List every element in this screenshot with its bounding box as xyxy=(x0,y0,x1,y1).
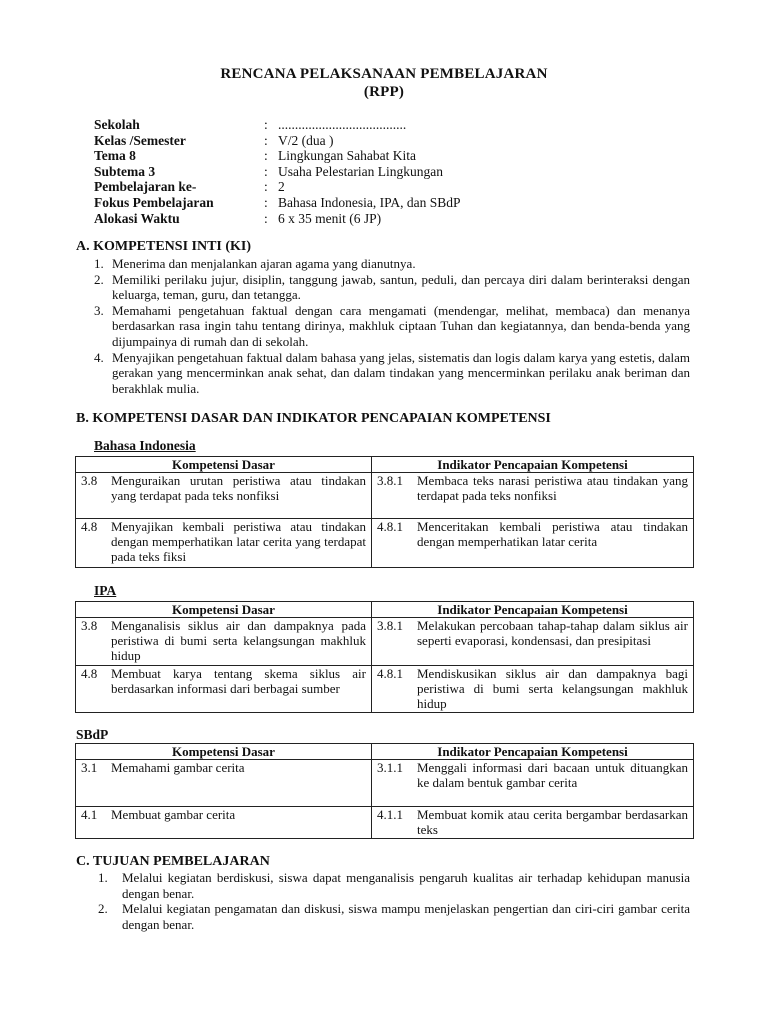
info-colon: : xyxy=(264,163,268,179)
list-item: 1. Menerima dan menjalankan ajaran agama yang dianutnya. xyxy=(94,256,416,271)
table-row: 4.1 Membuat gambar cerita 4.1.1 Membuat komik atau cerita bergambar berdasarkan teks xyxy=(76,807,694,839)
info-row-lesson xyxy=(94,179,461,195)
list-item: 2. Memiliki perilaku jujur, disiplin, tanggung jawab, santun, peduli, dan percaya diri dalam berinteraksi dengan keluarga, teman, guru, dan tetangga. xyxy=(94,271,690,303)
info-row-theme xyxy=(94,148,461,164)
competency-table-sbdp xyxy=(75,743,694,839)
table-row: 3.8 Menguraikan urutan peristiwa atau tindakan yang terdapat pada teks nonfiksi 3.8.1 Membaca teks narasi peristiwa atau tindakan yang terdapat pada teks nonfiksi xyxy=(76,473,694,519)
info-value: V/2 (dua ) xyxy=(278,132,334,148)
info-value: 6 x 35 menit (6 JP) xyxy=(278,210,382,226)
info-value: Bahasa Indonesia, IPA, dan SBdP xyxy=(278,194,461,210)
section-a-heading: A. KOMPETENSI INTI (KI) xyxy=(76,239,252,254)
info-label: Kelas /Semester xyxy=(94,132,186,148)
subject-title-bahasa: Bahasa Indonesia xyxy=(94,438,196,453)
info-colon: : xyxy=(264,132,268,148)
info-value: 2 xyxy=(278,179,285,195)
list-item: 1. Melalui kegiatan berdiskusi, siswa dapat menganalisis pengaruh kualitas air terhadap kehidupan manusia dengan benar. xyxy=(98,870,690,901)
learning-objectives-list xyxy=(98,870,690,932)
column-header-kd: Kompetensi Dasar xyxy=(76,602,372,618)
info-colon: : xyxy=(264,210,268,226)
info-label: Pembelajaran ke- xyxy=(94,179,197,195)
table-row: 4.8 Menyajikan kembali peristiwa atau tindakan dengan memperhatikan latar cerita yang terdapat pada teks fiksi 4.8.1 Menceritakan kembali peristiwa atau tindakan dengan memperhatikan latar cerita xyxy=(76,519,694,568)
column-header-ipk: Indikator Pencapaian Kompetensi xyxy=(372,744,694,760)
info-colon: : xyxy=(264,148,268,164)
info-label: Alokasi Waktu xyxy=(94,210,180,226)
subject-title-ipa: IPA xyxy=(94,583,117,598)
identity-block xyxy=(94,117,461,226)
list-item: 2. Melalui kegiatan pengamatan dan diskusi, siswa mampu menjelaskan pengertian dan ciri-ciri gambar cerita dengan benar. xyxy=(98,901,690,932)
info-value: ...................................... xyxy=(278,117,407,132)
section-b-heading: B. KOMPETENSI DASAR DAN INDIKATOR PENCAPAIAN KOMPETENSI xyxy=(76,411,551,426)
info-row-class xyxy=(94,133,461,149)
info-value: Usaha Pelestarian Lingkungan xyxy=(278,163,443,179)
info-row-time xyxy=(94,211,461,227)
info-row-focus xyxy=(94,195,461,211)
section-c-heading: C. TUJUAN PEMBELAJARAN xyxy=(76,854,270,869)
competency-table-ipa xyxy=(75,601,694,713)
subject-title-sbdp: SBdP xyxy=(76,727,109,742)
info-colon: : xyxy=(264,117,268,132)
table-row: 3.1 Memahami gambar cerita 3.1.1 Menggali informasi dari bacaan untuk dituangkan ke dalam bentuk gambar cerita xyxy=(76,760,694,807)
info-label: Fokus Pembelajaran xyxy=(94,194,214,210)
info-label: Sekolah xyxy=(94,117,140,132)
info-label: Tema 8 xyxy=(94,148,136,164)
document-title: RENCANA PELAKSANAAN PEMBELAJARAN xyxy=(220,66,548,82)
competency-table-bahasa xyxy=(75,456,694,568)
column-header-kd: Kompetensi Dasar xyxy=(76,744,372,760)
list-item: 4. Menyajikan pengetahuan faktual dalam bahasa yang jelas, sistematis dan logis dalam karya yang estetis, dalam gerakan yang mencerminkan anak sehat, dan dalam tindakan yang mencerminkan perilaku anak beriman dan berakhlak mulia. xyxy=(94,349,690,396)
core-competency-list xyxy=(94,256,690,396)
info-colon: : xyxy=(264,179,268,195)
document-subtitle: (RPP) xyxy=(363,84,405,100)
table-row: 4.8 Membuat karya tentang skema siklus air berdasarkan informasi dari berbagai sumber 4.8.1 Mendiskusikan siklus air dan dampaknya bagi peristiwa di bumi serta kelangsungan makhluk hidup xyxy=(76,666,694,713)
info-label: Subtema 3 xyxy=(94,163,156,179)
info-row-school xyxy=(94,117,461,133)
info-row-subtheme xyxy=(94,164,461,180)
info-value: Lingkungan Sahabat Kita xyxy=(278,148,416,164)
column-header-kd: Kompetensi Dasar xyxy=(76,457,372,473)
table-row: 3.8 Menganalisis siklus air dan dampaknya pada peristiwa di bumi serta kelangsungan makhluk hidup 3.8.1 Melakukan percobaan tahap-tahap dalam siklus air seperti evaporasi, kondensasi, dan presipitasi xyxy=(76,618,694,666)
column-header-ipk: Indikator Pencapaian Kompetensi xyxy=(372,602,694,618)
list-item: 3. Memahami pengetahuan faktual dengan cara mengamati (mendengar, melihat, membaca) dan menanya berdasarkan rasa ingin tahu tentang dirinya, makhluk ciptaan Tuhan dan kegiatannya, dan benda-benda yang dijumpainya di rumah dan di sekolah. xyxy=(94,302,690,349)
info-colon: : xyxy=(264,194,268,210)
column-header-ipk: Indikator Pencapaian Kompetensi xyxy=(372,457,694,473)
